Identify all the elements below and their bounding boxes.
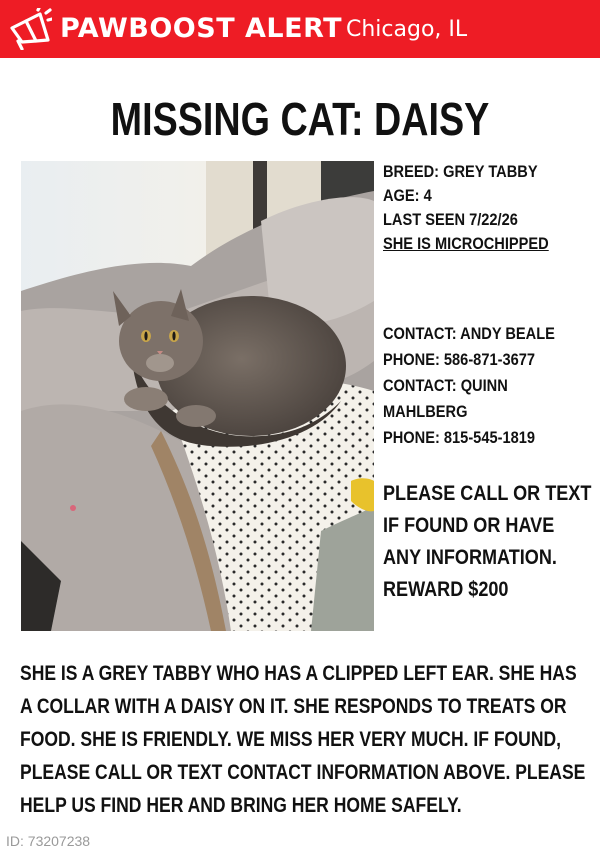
- alert-banner: [0, 0, 600, 58]
- alert-id: ID: 73207238: [6, 833, 91, 849]
- phone-line: PHONE: 815-545-1819: [383, 428, 535, 447]
- cta-line: ANY INFORMATION.: [383, 546, 557, 569]
- call-to-action: [383, 478, 591, 606]
- phone-line: PHONE: 586-871-3677: [383, 350, 535, 369]
- brand-name: PAWBOOST ALERT: [60, 13, 343, 44]
- contact-line: MAHLBERG: [383, 402, 468, 421]
- breed-text: BREED: GREY TABBY: [383, 162, 538, 181]
- last-seen-text: LAST SEEN 7/22/26: [383, 210, 518, 229]
- description-line: SHE IS A GREY TABBY WHO HAS A CLIPPED LEFT EAR. SHE HAS: [20, 662, 577, 685]
- contact-line: CONTACT: QUINN: [383, 376, 508, 395]
- reward-text: REWARD $200: [383, 578, 509, 601]
- pet-details: [383, 160, 549, 256]
- description-line: A COLLAR WITH A DAISY ON IT. SHE RESPONDS TO TREATS OR: [20, 695, 567, 718]
- description-line: PLEASE CALL OR TEXT CONTACT INFORMATION ABOVE. PLEASE: [20, 761, 586, 784]
- microchip-text: SHE IS MICROCHIPPED: [383, 234, 549, 253]
- cta-line: IF FOUND OR HAVE: [383, 514, 555, 537]
- cta-line: PLEASE CALL OR TEXT: [383, 482, 592, 505]
- age-text: AGE: 4: [383, 186, 432, 205]
- contact-line: CONTACT: ANDY BEALE: [383, 324, 555, 343]
- contact-details: [383, 321, 555, 451]
- megaphone-icon: [6, 8, 52, 50]
- description: [20, 657, 588, 822]
- description-line: FOOD. SHE IS FRIENDLY. WE MISS HER VERY MUCH. IF FOUND,: [20, 728, 562, 751]
- cat-photo: [21, 161, 374, 631]
- description-line: HELP US FIND HER AND BRING HER HOME SAFELY.: [20, 794, 462, 817]
- alert-city: Chicago, IL: [346, 17, 468, 42]
- flyer-title: MISSING CAT: DAISY: [110, 93, 490, 145]
